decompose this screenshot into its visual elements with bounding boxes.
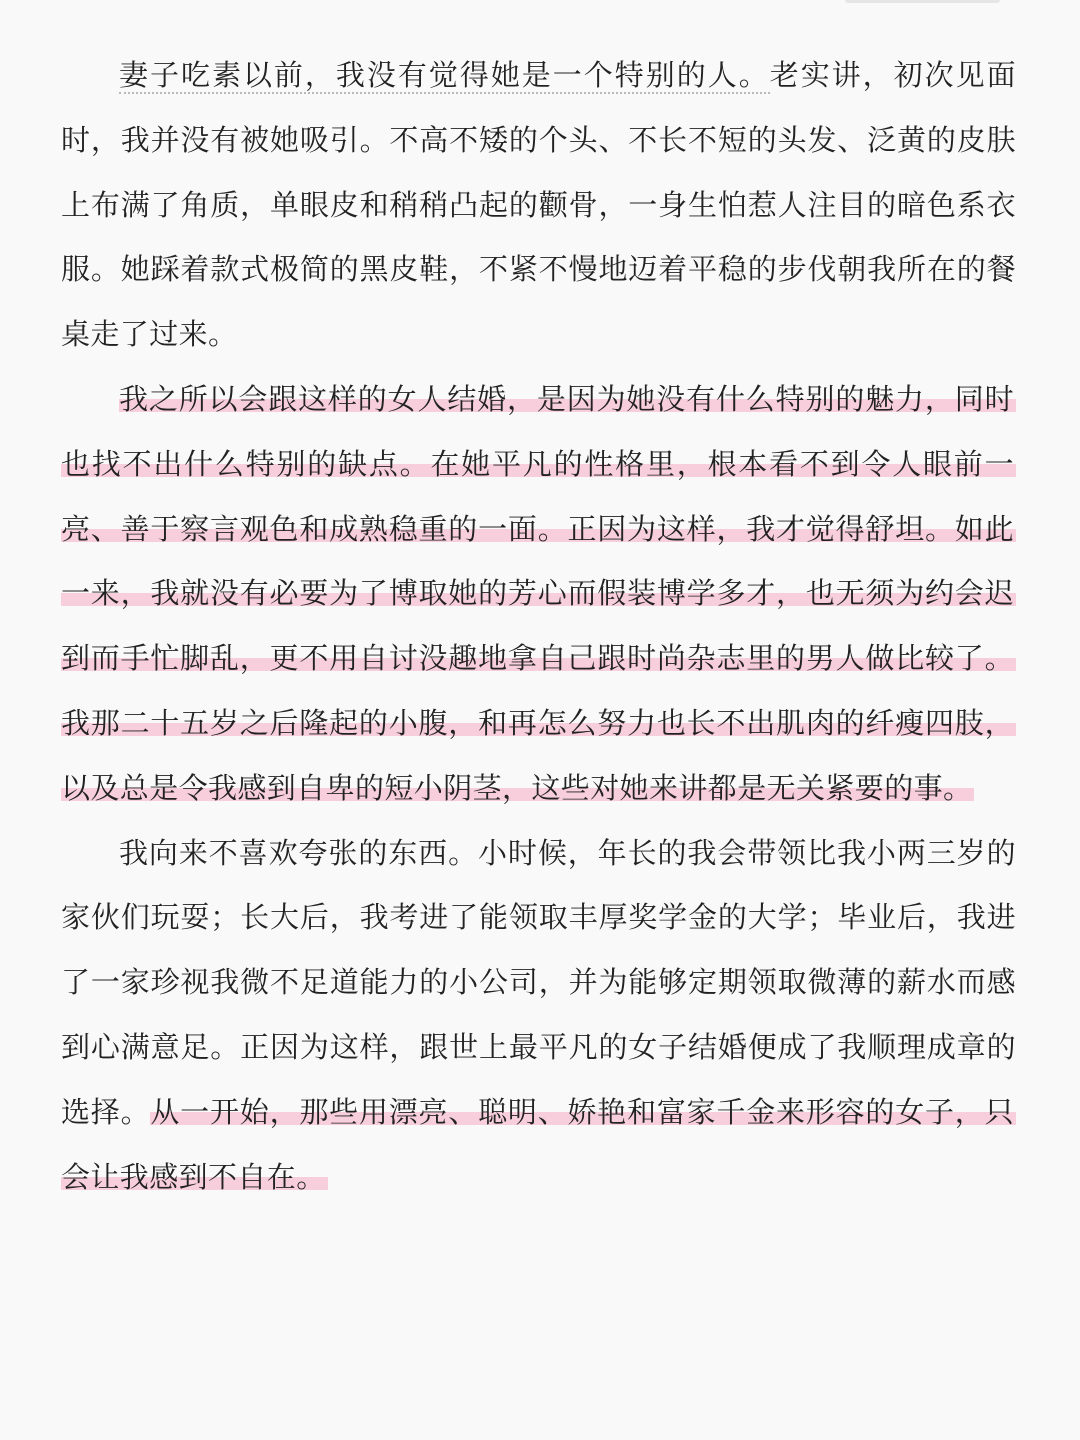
highlighted-passage[interactable]: 从一开始，那些用漂亮、聪明、娇艳和富家千金来形容的女子，只会让我感到不自在。 (61, 1094, 1014, 1194)
paragraph-text: 我向来不喜欢夸张的东西。小时候，年长的我会带领比我小两三岁的家伙们玩耍；长大后，我考进了能领取丰厚奖学金的大学；毕业后，我进了一家珍视我微不足道能力的小公司，并为能够定期领取微薄的薪水而感到心满意足。正因为这样，跟世上最平凡的女子结婚便成了我顺理成章的选择。 (61, 835, 1016, 1129)
paragraph-1 (61, 43, 1016, 367)
paragraph-3 (61, 821, 1016, 1210)
paragraph-2 (61, 367, 1016, 821)
paragraph-text: 老实讲，初次见面时，我并没有被她吸引。不高不矮的个头、不长不短的头发、泛黄的皮肤上布满了角质，单眼皮和稍稍凸起的颧骨，一身生怕惹人注目的暗色系衣服。她踩着款式极简的黑皮鞋，不紧不慢地迈着平稳的步伐朝我所在的餐桌走了过来。 (61, 58, 1017, 352)
document-body (61, 43, 1016, 1209)
underlined-sentence[interactable]: 妻子吃素以前，我没有觉得她是一个特别的人。 (119, 58, 770, 92)
highlighted-passage[interactable]: 我之所以会跟这样的女人结婚，是因为她没有什么特别的魅力，同时也找不出什么特别的缺点。在她平凡的性格里，根本看不到令人眼前一亮、善于察言观色和成熟稳重的一面。正因为这样，我才觉得舒坦。如此一来，我就没有必要为了博取她的芳心而假装博学多才，也无须为约会迟到而手忙脚乱，更不用自讨没趣地拿自己跟时尚杂志里的男人做比较了。我那二十五岁之后隆起的小腹，和再怎么努力也长不出肌肉的纤瘦四肢，以及总是令我感到自卑的短小阴茎，这些对她来讲都是无关紧要的事。 (61, 381, 1014, 805)
top-scroll-tab (845, 0, 1000, 3)
